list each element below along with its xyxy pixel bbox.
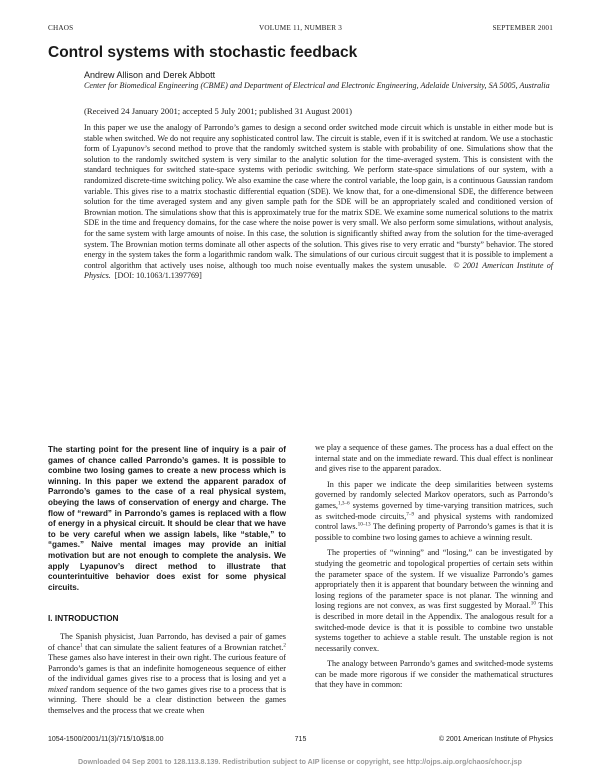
journal-name: CHAOS xyxy=(48,24,74,32)
citation-ref[interactable]: 10–13 xyxy=(357,521,371,528)
intro-paragraph-4: The analogy between Parrondo’s games and switched-mode systems can be made more rigorous if we consider the mathematical structures that they have in common: xyxy=(315,659,553,690)
emphasis-mixed: mixed xyxy=(48,684,68,694)
abstract-text: In this paper we use the analogy of Parrondo’s games to design a second order switched mode circuit which is unstable in either mode but is stable when switched. We do not require any sophisticated control law. The circuit is stable, even if it is switched at random. We use a stochastic form of Lyapunov’s second method to prove that the randomly switched system is stable with probability of one. Simulations show that the solution to the randomly switched system is very similar to the analytic solution for the time-averaged system. This is consistent with the standard techniques for switched state-space systems with periodic switching. We perform state-space simulations of our system, with a randomized discrete-time switching policy. We also examine the case where the control variable, the loop gain, is a continuous Gaussian random variable. This gives rise to a matrix stochastic differential equation (SDE). We know that, for a one-dimensional SDE, the difference between solution for the time averaged system and any given sample path for the SDE will be an appropriately scaled and conditioned version of Brownian motion. The simulations show that this is approximately true for the matrix SDE. We examine some numerical solutions to the matrix SDE in the time and frequency domains, for the case where the noise power is very small. We also perform some simulations, without analysis, for the same system with large amounts of noise. In this case, the solution is significantly shifted away from the solution for the time-averaged system. The Brownian motion terms dominate all other aspects of the solution. This gives rise to very erratic and “bursty” behavior. The stored energy in the system takes the form a logarithmic random walk. The simulations of our curious circuit suggest that it is possible to implement a control algorithm that actively uses noise, although too much noise eventually makes the system unusable. xyxy=(84,123,553,270)
page-number: 715 xyxy=(294,736,307,743)
text-run: and physical systems with randomized control laws. xyxy=(315,511,553,532)
article-code: 1054-1500/2001/11(3)/715/10/$18.00 xyxy=(48,736,164,743)
author-affiliation: Center for Biomedical Engineering (CBME) and Department of Electrical and Electronic Engineering, Adelaide University, SA 5005, Australia xyxy=(84,81,550,90)
text-run: In this paper we indicate the deep similarities between systems governed by randomly selected Markov operators, such as Parrondo’s games, xyxy=(315,479,553,510)
text-run: random sequence of the two games gives rise to a process that is winning. There should be a clear distinction between the games themselves and the process that we create when xyxy=(48,684,286,716)
article-title: Control systems with stochastic feedback xyxy=(48,44,358,61)
citation-ref[interactable]: 1 xyxy=(80,641,83,648)
text-run: systems governed by time-varying transition matrices, such as switched-mode circuits, xyxy=(315,500,553,521)
citation-ref[interactable]: 10 xyxy=(530,600,536,607)
text-run: These games also have interest in their own right. The curious feature of Parrondo’s games is that an indefinite homogeneous sequence of either of the individual games gives rise to a process that is losing and yet a xyxy=(48,653,286,684)
text-run: This is described in more detail in the Appendix. The analogous result for a switched-mode device is that it is possible to combine two unstable systems together to achieve a stable result. The unstable region is not necessarily convex. xyxy=(315,601,553,653)
intro-paragraph-1 xyxy=(48,632,286,717)
section-heading-introduction: I. INTRODUCTION xyxy=(48,613,119,624)
abstract-copyright: © 2001 American Institute of Physics. xyxy=(84,260,554,281)
intro-paragraph-3 xyxy=(315,548,553,654)
lead-paragraph: The starting point for the present line of inquiry is a pair of games of chance called Parrondo’s games. It is possible to combine two losing games to create a new process which is winning. In this paper we extend the apparent paradox of Parrondo’s games to the case of a real physical system, obeying the laws of conservation of energy and charge. The flow of “reward” in Parrondo’s games is replaced with a flow of energy in a physical circuit. It should be clear that we have to be very careful when we assign labels, like “stable,” to “games.” Naive mental images may provide an initial motivation but are not enough to complete the analysis. We apply Lyapunov’s direct method to illustrate that counterintuitive behavior does exist for some physical circuits. xyxy=(48,445,286,592)
left-column xyxy=(48,445,286,717)
citation-ref[interactable]: 2 xyxy=(283,641,286,648)
page-footer xyxy=(48,736,553,748)
text-run: The properties of “winning” and “losing,” can be investigated by studying the geometric and topological properties of certain sets within the parameter space of the system. If we visualize Parrondo’s games appropriately then it is apparent that boundary between the winning and losing regions of the parameter space is not planar. The winning and losing regions are not convex, as was first suggested by Moraal. xyxy=(315,548,553,611)
citation-ref[interactable]: 1,3–6 xyxy=(337,500,350,507)
download-notice[interactable]: Downloaded 04 Sep 2001 to 128.113.8.139. Redistribution subject to AIP license or copyright, see http://ojps.aip.org/chaos/chocr.jsp xyxy=(78,758,522,766)
text-run: that can simulate the salient features of a Brownian ratchet. xyxy=(82,642,284,652)
intro-paragraph-1-continued: we play a sequence of these games. The process has a dual effect on the internal state and on the immediate reward. This dual effect is nonlinear and gives rise to the apparent paradox. xyxy=(315,443,553,474)
running-header xyxy=(48,24,553,36)
intro-paragraph-2 xyxy=(315,480,553,544)
author-list: Andrew Allison and Derek Abbott xyxy=(84,70,216,80)
citation-ref[interactable]: 7–9 xyxy=(406,510,415,517)
issue-date: SEPTEMBER 2001 xyxy=(492,24,553,32)
volume-number: VOLUME 11, NUMBER 3 xyxy=(259,24,342,32)
text-run: The defining property of Parrondo’s games is that it is possible to combine two losing games to achieve a winning result. xyxy=(315,522,553,542)
right-column xyxy=(315,443,553,691)
footer-copyright: © 2001 American Institute of Physics xyxy=(438,736,553,743)
received-dates: (Received 24 January 2001; accepted 5 July 2001; published 31 August 2001) xyxy=(84,106,353,116)
abstract xyxy=(84,123,553,282)
text-run: The Spanish physicist, Juan Parrondo, has devised a pair of games of chance xyxy=(48,631,286,652)
doi-link[interactable]: [DOI: 10.1063/1.1397769] xyxy=(114,271,202,281)
